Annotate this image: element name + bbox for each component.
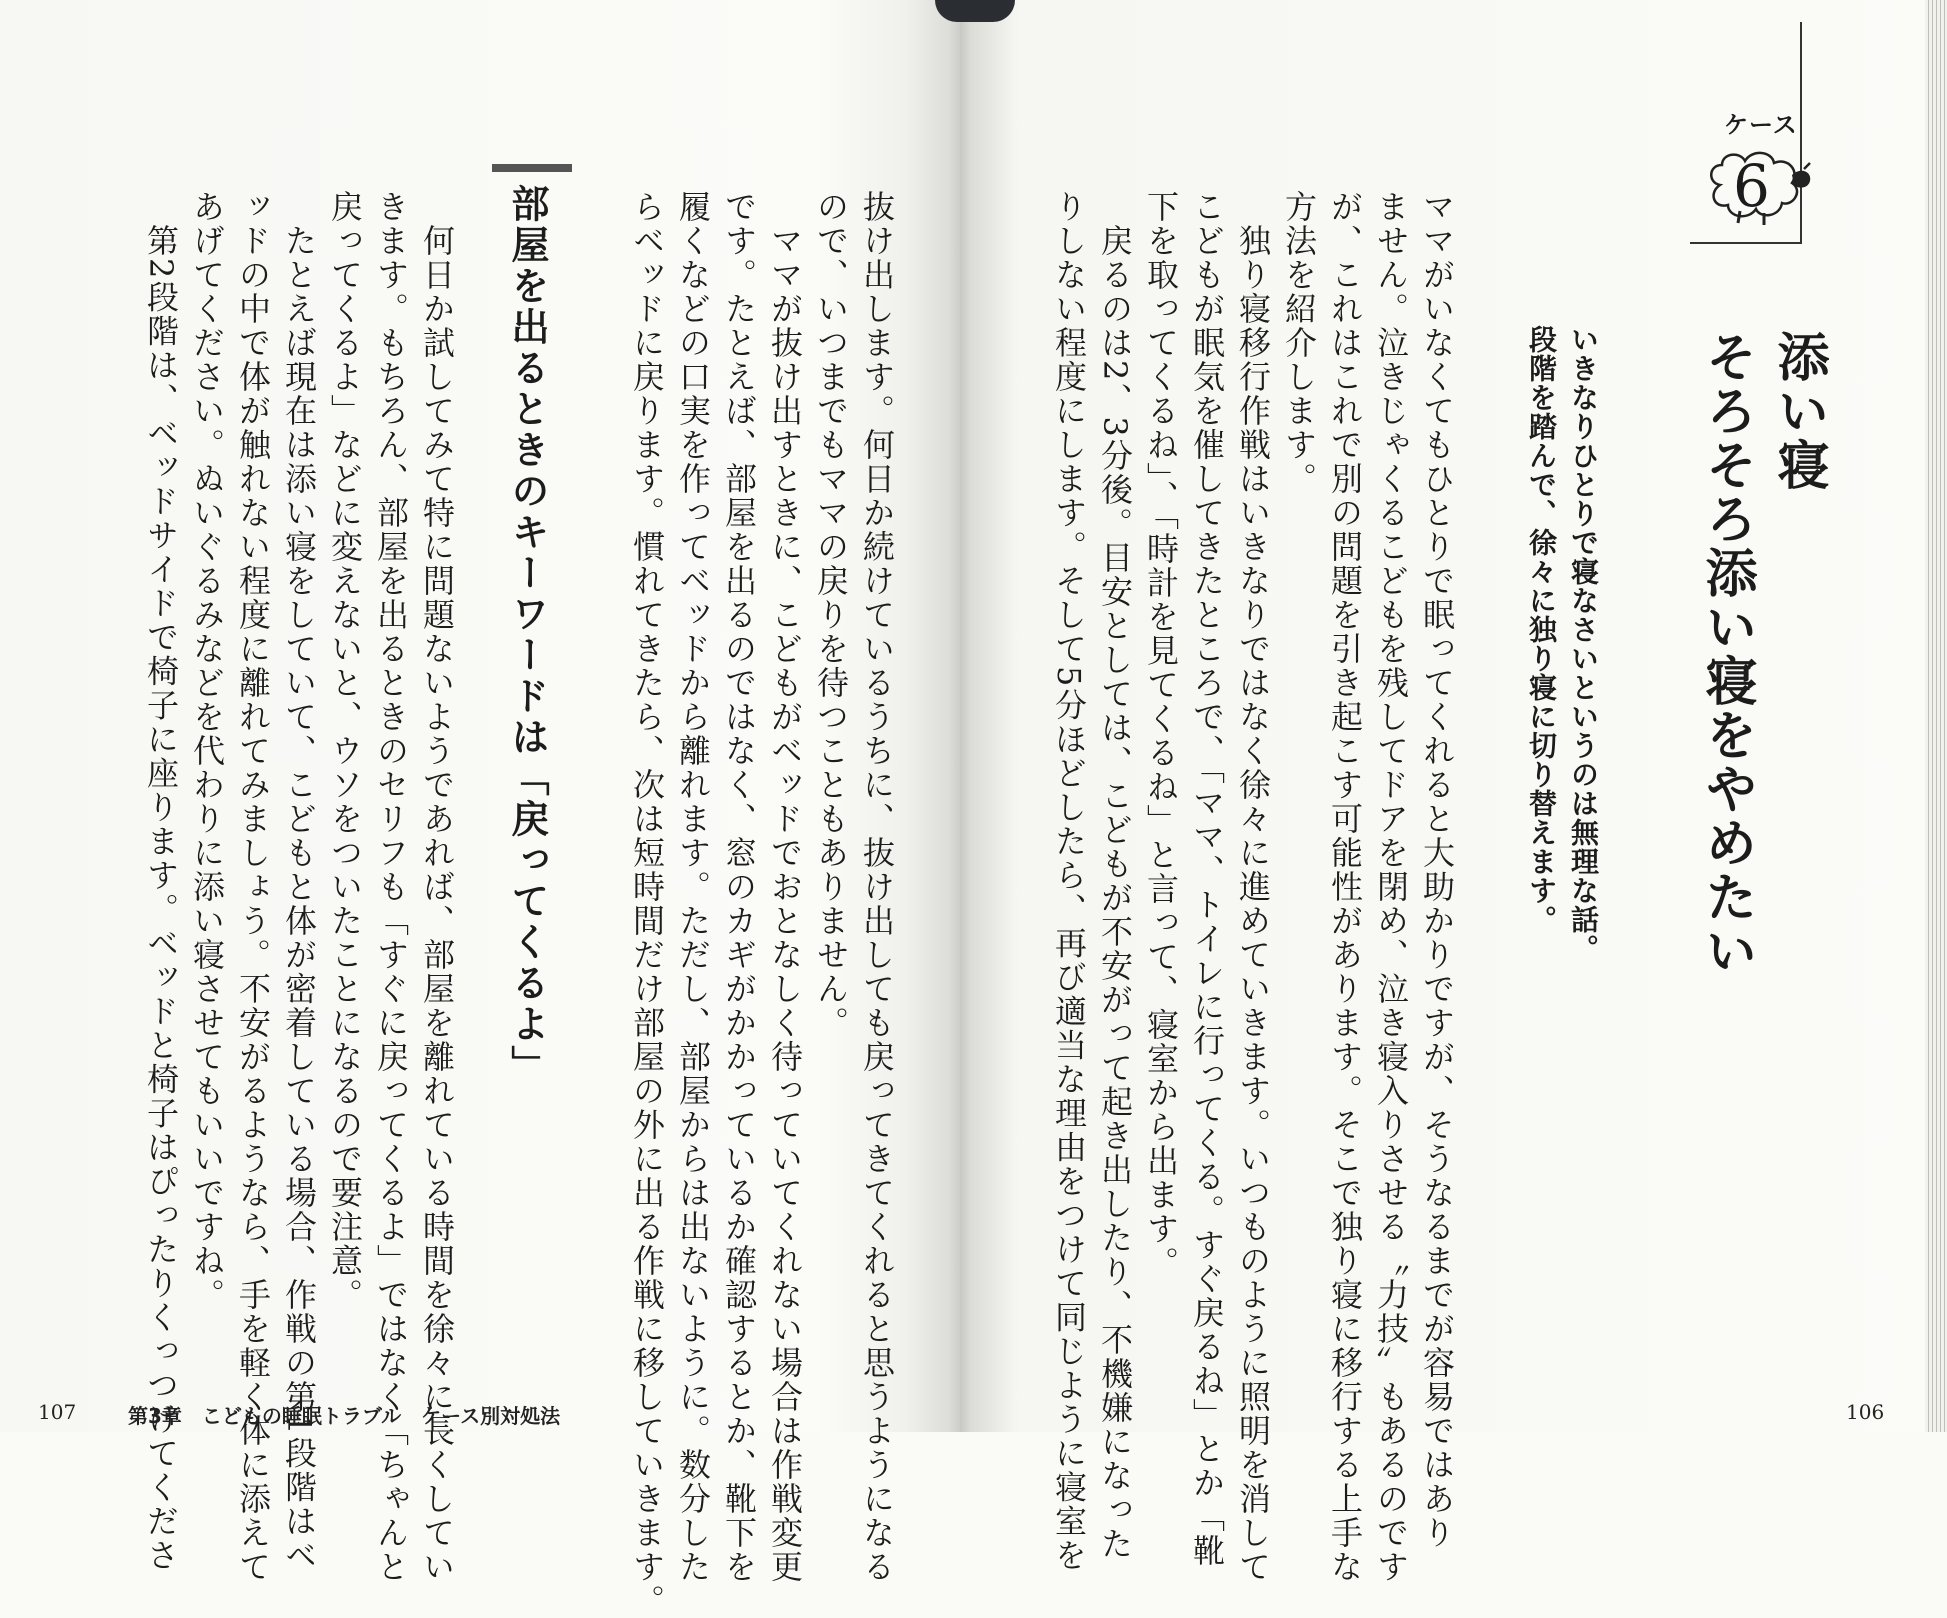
text-line: らベッドに戻ります。慣れてきたら、次は短時間だけ部屋の外に出る作戦に移していきます。 xyxy=(628,190,666,1618)
page-number-right: 106 xyxy=(1846,1400,1885,1424)
page-edges xyxy=(1925,0,1947,1432)
text-line: 抜け出します。何日か続けているうちに、抜け出しても戻ってきてくれると思うようになる xyxy=(858,190,896,1584)
text-line: りしない程度にします。そして5分ほどしたら、再び適当な理由をつけて同じように寝室を xyxy=(1050,190,1088,1573)
book-gutter xyxy=(905,0,1015,1432)
text-line: ッドの中で体が触れない程度に離れてみましょう。不安がるようなら、手を軽く体に添えて xyxy=(234,190,272,1584)
text-line: 何日か試してみて特に問題ないようであれば、部屋を離れている時間を徐々に長くしてい xyxy=(418,190,456,1584)
text-line: ママがいなくてもひとりで眠ってくれると大助かりですが、そうなるまでが容易ではあり xyxy=(1418,190,1456,1550)
case-number: 6 xyxy=(1733,152,1770,220)
text-line: 下を取ってくるね」、「時計を見てくるね」と言って、寝室から出ます。 xyxy=(1142,190,1180,1280)
text-line: 戻ってくるよ」などに変えないと、ウソをついたことになるので要注意。 xyxy=(326,190,364,1312)
text-line: きます。もちろん、部屋を出るときのセリフも「すぐに戻ってくるよ」ではなく「ちゃんと xyxy=(372,190,410,1584)
page-number-left: 107 xyxy=(38,1400,77,1424)
running-footer: 第3章 こどもの睡眠トラブル ケース別対処法 xyxy=(128,1404,561,1428)
text-line: 方法を紹介します。 xyxy=(1280,190,1318,496)
body-text-right xyxy=(1030,190,1460,1584)
subtitle-line: いきなりひとりで寝なさいというのは無理な話。 xyxy=(1567,325,1600,963)
title-line: 添い寝 xyxy=(1768,330,1828,492)
text-line: ママが抜け出すときに、こどもがベッドでおとなしく待っていてくれない場合は作戦変更 xyxy=(766,190,804,1584)
text-line: 独り寝移行作戦はいきなりではなく徐々に進めていきます。いつものように照明を消して xyxy=(1234,190,1272,1584)
body-text-left-upper xyxy=(610,190,900,1618)
text-line: が、これはこれで別の問題を引き起こす可能性があります。そこで独り寝に移行する上手な xyxy=(1326,190,1364,1584)
book-spine xyxy=(935,0,1015,22)
title-line: そろそろ添い寝をやめたい xyxy=(1696,330,1756,978)
subtitle-line: 段階を踏んで、徐々に独り寝に切り替えます。 xyxy=(1525,325,1558,934)
text-line: 第2段階は、ベッドサイドで椅子に座ります。ベッドと椅子はぴったりくっつけてくださ xyxy=(142,190,180,1573)
text-line: ので、いつまでもママの戻りを待つこともありません。 xyxy=(812,190,850,1040)
text-line: 履くなどの口実を作ってベッドから離れます。ただし、部屋からは出ないように。数分した xyxy=(674,190,712,1584)
chapter-subtitle xyxy=(1520,325,1604,963)
text-line: ません。泣きじゃくるこどもを残してドアを閉め、泣き寝入りさせる〝力技〟もあるのです xyxy=(1372,190,1410,1584)
heading-bar xyxy=(492,164,572,172)
text-line: こどもが眠気を催してきたところで、「ママ、トイレに行ってくる。すぐ戻るね」とか「靴 xyxy=(1188,190,1226,1568)
text-line: 戻るのは2、3分後。目安としては、こどもが不安がって起き出したり、不機嫌になった xyxy=(1096,190,1134,1561)
chapter-title xyxy=(1690,330,1834,978)
text-line: あげてください。ぬいぐるみなどを代わりに添い寝させてもいいですね。 xyxy=(188,190,226,1312)
case-label: ケース xyxy=(1724,111,1798,139)
text-line: です。たとえば、部屋を出るのではなく、窓のカギがかかっているか確認するとか、靴下を xyxy=(720,190,758,1584)
section-heading: 部屋を出るときのキーワードは「戻ってくるよ」 xyxy=(505,184,549,1086)
text-line: たとえば現在は添い寝をしていて、こどもと体が密着している場合、作戦の第1段階はベ xyxy=(280,190,318,1573)
